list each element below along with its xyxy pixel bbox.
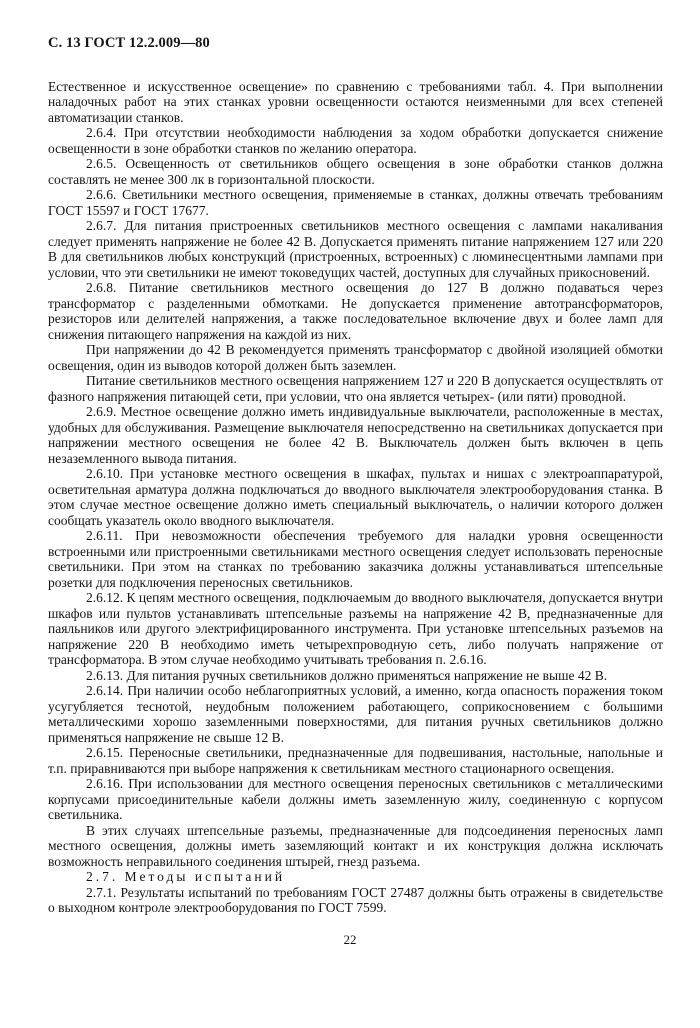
page-number: 22: [343, 932, 357, 947]
paragraph-2-6-6: 2.6.6. Светильники местного освещения, применяемые в станках, должны отвечать требованиям ГОСТ 15597 и ГОСТ 17677.: [48, 187, 663, 218]
section-heading-2-7: 2.7. Методы испытаний: [86, 869, 286, 884]
paragraph-2-6-4: 2.6.4. При отсутствии необходимости наблюдения за ходом обработки допускается снижение освещенности в зоне обработки станков по желанию оператора.: [48, 125, 663, 156]
paragraph-2-6-15: 2.6.15. Переносные светильники, предназначенные для подвешивания, настольные, напольные и т.п. приравниваются при выборе напряжения к светильникам местного стационарного освещения.: [48, 745, 663, 776]
paragraph-2-6-13: 2.6.13. Для питания ручных светильников должно применяться напряжение не выше 42 В.: [86, 667, 608, 683]
paragraph-2-6-5: 2.6.5. Освещенность от светильников общего освещения в зоне обработки станков должна составлять не менее 300 лк в горизонтальной плоскости.: [48, 156, 663, 187]
paragraph-2-6-14: 2.6.14. При наличии особо неблагоприятных условий, а именно, когда опасность поражения током усугубляется теснотой, неудобным положением работающего, соприкосновением с большими металлическими хорошо заземленными поверхностями, для питания ручных светильников должно применяться напряжение не свыше 12 В.: [48, 683, 663, 745]
paragraph-2-6-8-phase-supply: Питание светильников местного освещения напряжением 127 и 220 В допускается осуществлять от фазного напряжения питающей сети, при условии, что она является четырех- (или пяти) проводной.: [48, 373, 663, 404]
paragraph-2-6-11: 2.6.11. При невозможности обеспечения требуемого для наладки уровня освещенности встроенными или пристроенными светильниками местного освещения следует использовать переносные светильники. При этом на станках по требованию заказчика должны устанавливаться штепсельные розетки для подключения переносных светильников.: [48, 528, 663, 590]
paragraph-2-6-7: 2.6.7. Для питания пристроенных светильников местного освещения с лампами накаливания следует применять напряжение не более 42 В. Допускается применять питание напряжением 127 или 220 В для светильников любых конструкций (пристроенных, встроенных) с люминесцентными лампами при условии, что эти светильники не имеют токоведущих частей, доступных для случайных прикосновений.: [48, 218, 663, 280]
paragraph-intro: Естественное и искусственное освещение» по сравнению с требованиями табл. 4. При выполнении наладочных работ на этих станках уровни освещенности остаются неизменными для всех степеней автоматизации станков.: [48, 78, 663, 125]
document-body: [48, 79, 663, 916]
paragraph-2-6-8: 2.6.8. Питание светильников местного освещения до 127 В должно подаваться через трансформатор с разделенными обмотками. Не допускается применение автотрансформаторов, резисторов или делителей напряжения, а также последовательное включение двух и более ламп для снижения питающего напряжения на каждой из них.: [48, 280, 663, 342]
paragraph-2-6-16-connectors: В этих случаях штепсельные разъемы, предназначенные для подсоединения переносных ламп местного освещения, должны иметь заземляющий контакт и их конструкция должна исключать возможность неправильного соединения штырей, гнезд разъема.: [48, 822, 663, 869]
paragraph-2-6-16: 2.6.16. При использовании для местного освещения переносных светильников с металлическими корпусами присоединительные кабели должны иметь заземленную жилу, соединенную с корпусом светильника.: [48, 776, 663, 822]
page-header: С. 13 ГОСТ 12.2.009—80: [48, 35, 210, 51]
paragraph-2-6-10: 2.6.10. При установке местного освещения в шкафах, пультах и нишах с электроаппаратурой, осветительная арматура должна подключаться до вводного выключателя электрооборудования станка. В этом случае местное освещение должно иметь специальный выключатель, о наличии которого должен сообщать указатель около вводного выключателя.: [48, 466, 663, 528]
paragraph-2-6-9: 2.6.9. Местное освещение должно иметь индивидуальные выключатели, расположенные в местах, удобных для обслуживания. Размещение выключателя непосредственно на светильниках допускается при напряжении местного освещения не более 42 В. Выключатель должен быть включен в цепь незаземленного вывода питания.: [48, 404, 663, 466]
paragraph-2-6-8-transformer: При напряжении до 42 В рекомендуется применять трансформатор с двойной изоляцией обмотки освещения, один из выводов которой должен быть заземлен.: [48, 342, 663, 373]
paragraph-2-7-1: 2.7.1. Результаты испытаний по требованиям ГОСТ 27487 должны быть отражены в свидетельстве о выходном контроле электрооборудования по ГОСТ 7599.: [48, 884, 663, 915]
paragraph-2-6-12: 2.6.12. К цепям местного освещения, подключаемым до вводного выключателя, допускается внутри шкафов или пультов устанавливать штепсельные разъемы на напряжение 42 В, предназначенные для паяльников или другого электрифицированного инструмента. При установке штепсельных разъемов на напряжение 220 В необходимо иметь четырехпроводную сеть, либо получать напряжение от трансформатора. В этом случае необходимо учитывать требования п. 2.6.16.: [48, 590, 663, 667]
